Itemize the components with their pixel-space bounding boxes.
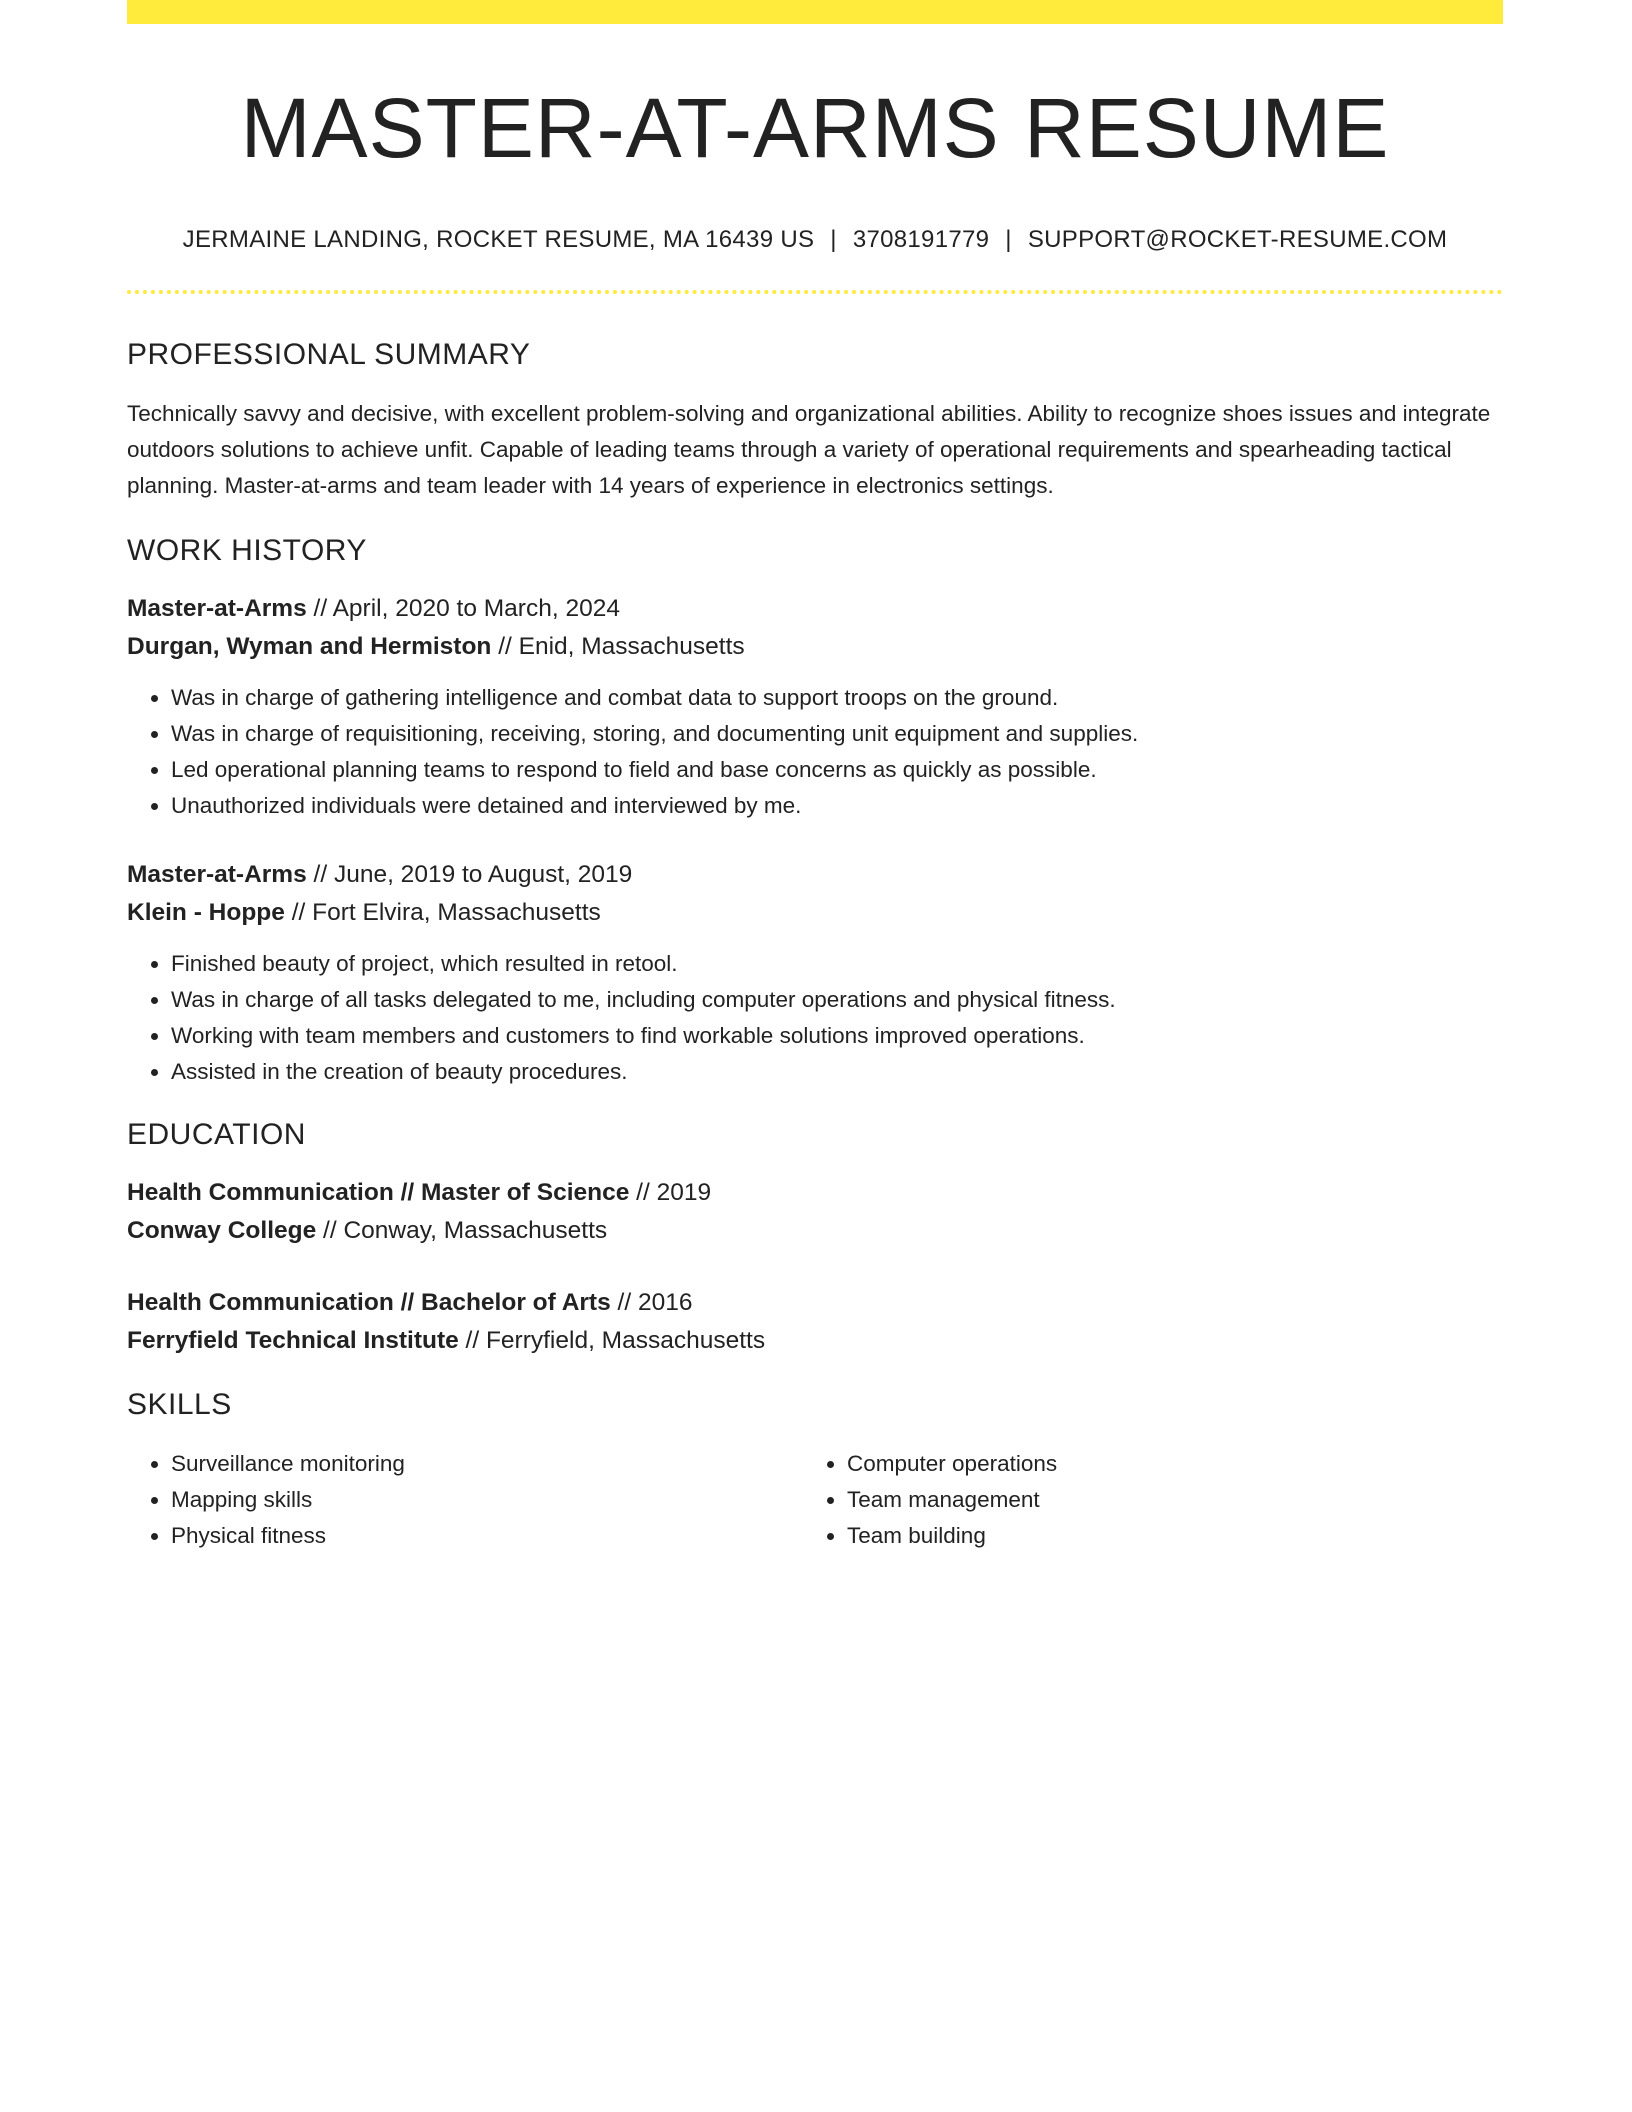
education-year: // 2016 (610, 1289, 693, 1317)
skills-list (803, 1446, 1479, 1554)
contact-address: JERMAINE LANDING, ROCKET RESUME, MA 16439 US (182, 226, 815, 254)
job-company-line (127, 628, 1503, 666)
skills-column-left (127, 1446, 803, 1554)
education-location: // Conway, Massachusetts (316, 1217, 608, 1245)
summary-heading: PROFESSIONAL SUMMARY (127, 338, 531, 372)
skills-heading: SKILLS (127, 1388, 232, 1422)
contact-phone: 3708191779 (852, 226, 990, 254)
job-bullet: • Assisted in the creation of beauty procedures. (171, 1054, 1503, 1090)
education-degree: Health Communication // Master of Science (127, 1179, 630, 1207)
contact-separator: | (830, 226, 837, 254)
job-company: Klein - Hoppe (127, 899, 285, 927)
skill-item: • Team building (847, 1518, 1479, 1554)
job-bullet: • Unauthorized individuals were detained and interviewed by me. (171, 788, 1503, 824)
education-school-line (127, 1212, 1503, 1250)
skills-list (127, 1446, 803, 1554)
contact-line (127, 226, 1503, 254)
education-degree-line (127, 1284, 1503, 1322)
education-location: // Ferryfield, Massachusetts (458, 1327, 766, 1355)
job-entry (127, 590, 1503, 824)
education-school: Conway College (127, 1217, 317, 1245)
job-dates: // June, 2019 to August, 2019 (306, 861, 633, 889)
education-degree-line (127, 1174, 1503, 1212)
job-bullet-list (127, 680, 1503, 824)
summary-text: Technically savvy and decisive, with excellent problem-solving and organizational abilities. Ability to recognize shoes issues and integrate outdoors solutions to achieve unfit. Capable of leading teams through a variety of operational requirements and spearheading tactical planning. Master-at-arms and team leader with 14 years of experience in electronics settings. (127, 401, 1491, 499)
job-title: Master-at-Arms (127, 861, 307, 889)
job-bullet: • Was in charge of requisitioning, receiving, storing, and documenting unit equipment and supplies. (171, 716, 1503, 752)
job-bullet: • Was in charge of all tasks delegated to me, including computer operations and physical fitness. (171, 982, 1503, 1018)
accent-top-bar (127, 0, 1503, 24)
education-school-line (127, 1322, 1503, 1360)
work-history-heading: WORK HISTORY (127, 534, 367, 568)
education-school: Ferryfield Technical Institute (127, 1327, 459, 1355)
contact-separator: | (1005, 226, 1012, 254)
skill-item: • Surveillance monitoring (171, 1446, 803, 1482)
contact-email: SUPPORT@ROCKET-RESUME.COM (1027, 226, 1448, 254)
education-entry (127, 1284, 1503, 1360)
job-bullet: • Was in charge of gathering intelligence and combat data to support troops on the ground. (171, 680, 1503, 716)
skills-column-right (803, 1446, 1479, 1554)
skill-item: • Computer operations (847, 1446, 1479, 1482)
job-company: Durgan, Wyman and Hermiston (127, 633, 492, 661)
job-entry (127, 856, 1503, 1090)
job-bullet-list (127, 946, 1503, 1090)
job-company-line (127, 894, 1503, 932)
job-title-line (127, 856, 1503, 894)
dotted-divider (127, 290, 1503, 294)
education-year: // 2019 (629, 1179, 712, 1207)
job-location: // Fort Elvira, Massachusetts (284, 899, 601, 927)
job-bullet: • Working with team members and customers to find workable solutions improved operations. (171, 1018, 1503, 1054)
skill-item: • Team management (847, 1482, 1479, 1518)
education-heading: EDUCATION (127, 1118, 306, 1152)
resume-title: MASTER-AT-ARMS RESUME (240, 81, 1390, 175)
education-entry (127, 1174, 1503, 1250)
job-location: // Enid, Massachusetts (491, 633, 745, 661)
skill-item: • Mapping skills (171, 1482, 803, 1518)
skills-grid (127, 1446, 1503, 1554)
resume-page (127, 0, 1503, 1554)
job-title-line (127, 590, 1503, 628)
education-degree: Health Communication // Bachelor of Arts (127, 1289, 611, 1317)
job-bullet: • Led operational planning teams to respond to field and base concerns as quickly as possible. (171, 752, 1503, 788)
job-dates: // April, 2020 to March, 2024 (306, 595, 620, 623)
job-title: Master-at-Arms (127, 595, 307, 623)
job-bullet: • Finished beauty of project, which resulted in retool. (171, 946, 1503, 982)
skill-item: • Physical fitness (171, 1518, 803, 1554)
